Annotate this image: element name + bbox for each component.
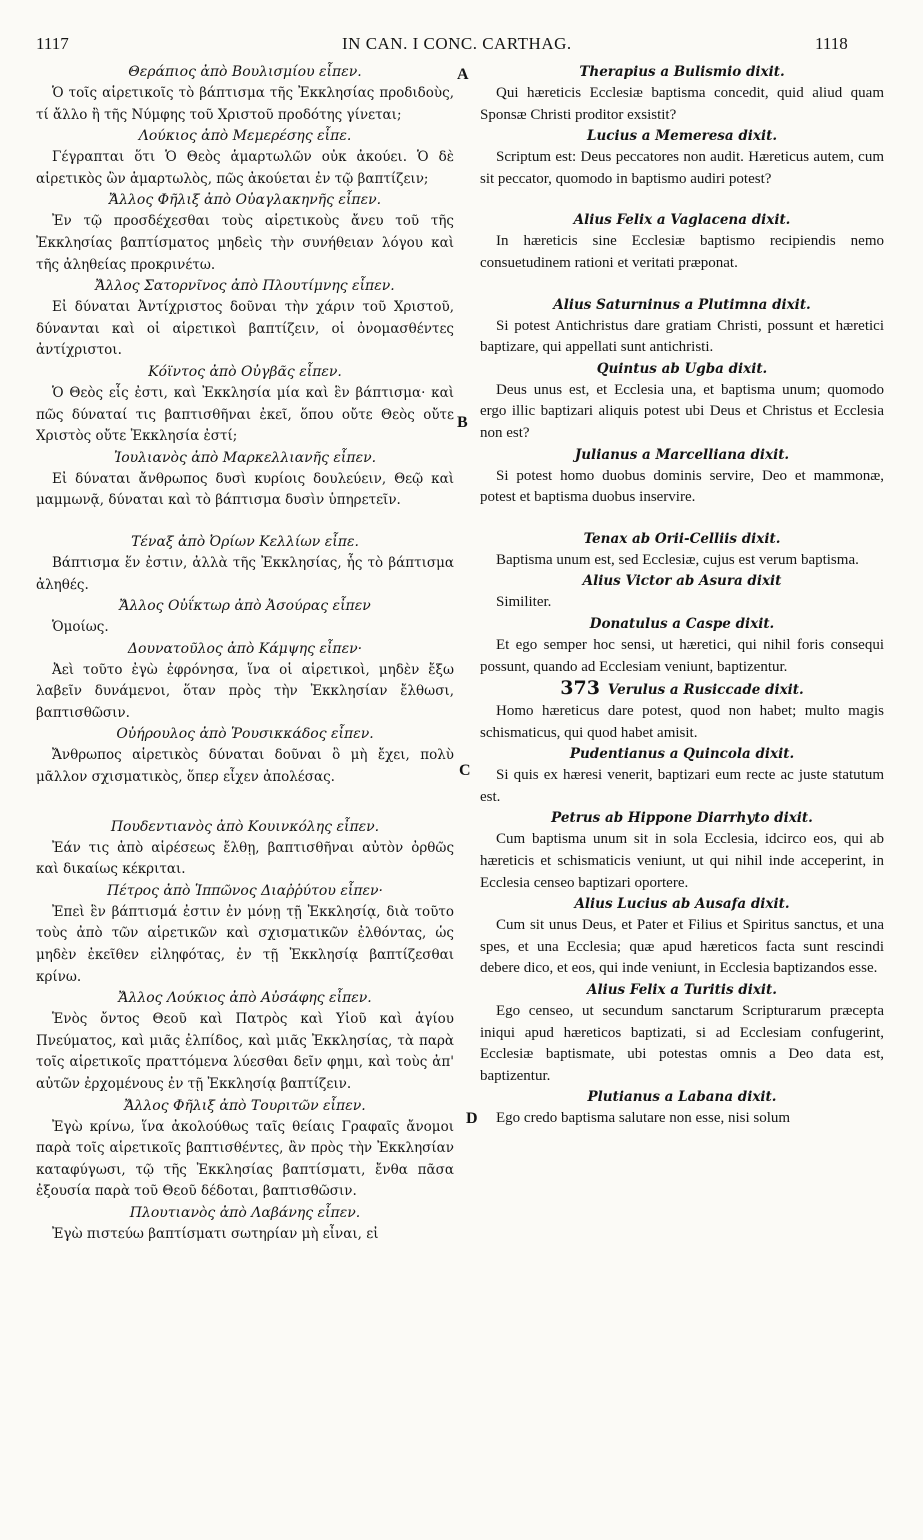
speaker-heading — [480, 614, 884, 635]
speaker-heading-text: Alius Lucius ab Ausafa dixit. — [574, 896, 790, 913]
speaker-heading — [36, 1203, 454, 1224]
section-gap — [36, 789, 454, 817]
running-header — [0, 34, 923, 60]
statement-paragraph: Similiter. — [496, 594, 552, 611]
statement-paragraph: Ego credo baptisma salutare non esse, nisi solum — [496, 1110, 791, 1127]
speaker-heading — [480, 359, 884, 380]
speaker-heading — [36, 62, 454, 83]
speaker-heading-text: Ἄλλος Σατορνῖνος ἀπὸ Πλουτίμνης εἶπεν. — [95, 278, 395, 295]
statement-paragraph: Ἐπεὶ ἓν βάπτισμά ἐστιν ἐν μόνῃ τῇ Ἐκκλησίᾳ, διὰ τοῦτο τοὺς ἀπὸ τῶν αἱρετικῶν καὶ σχισματικῶν ἐλθόντας, ὡς μηδὲν ἐκεῖθεν εἰληφότας, ἐν τῇ Ἐκκλησίᾳ βαπτίζεσθαι κρίνω. — [36, 903, 454, 985]
statement-paragraph: Ἑνὸς ὄντος Θεοῦ καὶ Πατρὸς καὶ Υἱοῦ καὶ ἁγίου Πνεύματος, καὶ μιᾶς ἐλπίδος, καὶ μιᾶς Ἐκκλησίας, τὰ παρὰ τοῖς αἱρετικοῖς πραττόμενα λύεσθαι δεῖν φημι, καὶ τοὺς ἀπ' αὐτῶν ἐρχομένους ἐν τῇ Ἐκκλησίᾳ βαπτίζειν. — [36, 1011, 454, 1092]
speaker-heading-text: Alius Felix a Vaglacena dixit. — [573, 212, 791, 229]
speaker-heading — [36, 448, 454, 469]
speaker-heading — [36, 724, 454, 745]
speaker-heading — [480, 529, 884, 550]
latin-column — [480, 62, 884, 1130]
speaker-heading-text: Ἄλλος Φῆλιξ ἀπὸ Οὐαγλακηνῆς εἶπεν. — [108, 192, 382, 209]
speaker-heading — [480, 980, 884, 1001]
statement-paragraph: Ὁ τοῖς αἱρετικοῖς τὸ βάπτισμα τῆς Ἐκκλησίας προδιδοὺς, τί ἄλλο ἢ τῆς Νύμφης τοῦ Χριστοῦ προδότης γίνεται; — [36, 85, 454, 123]
statement-paragraph: Βάπτισμα ἕν ἐστιν, ἀλλὰ τῆς Ἐκκλησίας, ἧς τὸ βάπτισμα ἀληθές. — [36, 554, 454, 593]
statement-paragraph: Si quis ex hæresi venerit, baptizari eum recte ac juste statutum est. — [480, 767, 884, 805]
speaker-heading-text: Δουνατοῦλος ἀπὸ Κάμψης εἶπεν· — [127, 640, 363, 657]
speaker-heading — [480, 571, 884, 592]
statement-paragraph: Ἐγὼ πιστεύω βαπτίσματι σωτηρίαν μὴ εἶναι, εἰ — [52, 1225, 379, 1242]
margin-letter-d: D — [466, 1110, 478, 1127]
statement-paragraph: Ἄνθρωπος αἱρετικὸς δύναται δοῦναι ὃ μὴ ἔχει, πολὺ μᾶλλον σχισματικὸς, ὅπερ εἶχεν ἀπολέσας. — [36, 747, 454, 786]
speaker-heading — [480, 678, 884, 701]
speaker-heading-text: Quintus ab Ugba dixit. — [596, 360, 768, 377]
statement-paragraph: Ἐγὼ κρίνω, ἵνα ἀκολούθως ταῖς θείαις Γραφαῖς ἄνομοι παρὰ τοῖς αἱρετικοῖς βαπτισθέντες, ἂν πρὸς τὴν Ἐκκλησίαν καταφύγωσι, τῷ τῆς Ἐκκλησίας βαπτίσματι, ἔνθα πᾶσα ἐξουσία παρὰ τοῦ Θεοῦ δέδοται, βαπτισθῶσιν. — [36, 1118, 454, 1200]
speaker-heading — [36, 276, 454, 297]
speaker-heading-text: Julianus a Marcelliana dixit. — [574, 446, 790, 463]
speaker-heading — [480, 744, 884, 765]
speaker-heading — [36, 988, 454, 1009]
speaker-heading-text: Ἰουλιανὸς ἀπὸ Μαρκελλιανῆς εἶπεν. — [113, 449, 377, 466]
speaker-heading — [480, 295, 884, 316]
statement-paragraph: Homo hæreticus dare potest, quod non habet; multo magis schismaticus, qui quod habet amisit. — [480, 703, 884, 741]
running-title: IN CAN. I CONC. CARTHAG. — [342, 34, 572, 53]
speaker-heading-text: Alius Victor ab Asura dixit — [582, 573, 782, 590]
speaker-heading-text: Plutianus a Labana dixit. — [587, 1089, 777, 1106]
speaker-heading-text: Κόϊντος ἀπὸ Οὐγβᾶς εἶπεν. — [148, 363, 342, 380]
section-gap — [480, 275, 884, 295]
speaker-heading-text: Πέτρος ἀπὸ Ἱππῶνος Διαῤῥύτου εἶπεν· — [106, 882, 383, 899]
statement-paragraph: Si potest Antichristus dare gratiam Christi, possunt et hæretici baptizare, qui appellati sunt antichristi. — [480, 317, 884, 356]
speaker-heading-text: Ἄλλος Φῆλιξ ἀπὸ Τουριτῶν εἶπεν. — [124, 1097, 366, 1114]
section-gap — [480, 190, 884, 210]
speaker-heading — [36, 817, 454, 838]
statement-paragraph: Cum baptisma unum sit in sola Ecclesia, idcirco eos, qui ab hæreticis et schismaticis veniunt, ut qui nihil inde acceperint, in Ecclesia censeo baptizari oportere. — [480, 831, 884, 891]
speaker-heading — [36, 362, 454, 383]
statement-paragraph: Ἐν τῷ προσδέχεσθαι τοὺς αἱρετικοὺς ἄνευ τοῦ τῆς Ἐκκλησίας βαπτίσματος μηδεὶς τὴν συνήθειαν λόγου καὶ τῆς ἀληθείας προκρινέτω. — [36, 213, 454, 273]
statement-paragraph: Deus unus est, et Ecclesia una, et baptisma unum; quomodo ergo illic baptizari aliquis potest ubi Deus et Christus et Ecclesia non est? — [480, 381, 884, 441]
page-number-left: 1117 — [36, 34, 69, 53]
speaker-heading — [36, 881, 454, 902]
speaker-heading-text: Lucius a Memeresa dixit. — [586, 128, 778, 145]
statement-paragraph: Et ego semper hoc sensi, ut hæretici, qui nihil foris consequi possunt, quando ad Ecclesiam veniunt, baptizentur. — [480, 636, 884, 675]
margin-page-number: 373 — [560, 677, 600, 700]
statement-paragraph: Si potest homo duobus dominis servire, Deo et mammonæ, potest et baptisma duobus inservire. — [480, 467, 884, 506]
speaker-heading-text: Petrus ab Hippone Diarrhyto dixit. — [551, 810, 813, 827]
statement-paragraph: In hæreticis sine Ecclesiæ baptismo recipiendis nemo consuetudinem rationi et veritati præponat. — [480, 233, 884, 271]
speaker-heading — [36, 126, 454, 147]
speaker-heading-text: Λούκιος ἀπὸ Μεμερέσης εἶπε. — [138, 128, 352, 145]
speaker-heading-text: Alius Felix a Turitis dixit. — [587, 982, 777, 999]
statement-paragraph: Baptisma unum est, sed Ecclesiæ, cujus est verum baptisma. — [496, 551, 859, 568]
speaker-heading-text: Θεράπιος ἀπὸ Βουλισμίου εἶπεν. — [128, 64, 362, 80]
margin-letter-a: A — [457, 66, 469, 83]
margin-letter-b: B — [457, 414, 468, 431]
speaker-heading — [36, 190, 454, 211]
statement-paragraph: Ἐάν τις ἀπὸ αἱρέσεως ἔλθῃ, βαπτισθῆναι αὐτὸν ὀρθῶς καὶ δικαίως κέκριται. — [36, 839, 454, 878]
statement-paragraph: Cum sit unus Deus, et Pater et Filius et Spiritus sanctus, et una spes, et una Ecclesia; quæ apud hæreticos facta sunt rescindi debere dico, et eos, qui inde veniunt, in Ecclesia baptizandos esse. — [480, 917, 884, 977]
speaker-heading — [480, 1087, 884, 1108]
statement-paragraph: Ego censeo, ut secundum sanctarum Scripturarum præcepta iniqui apud hæreticos baptizati, si ad Ecclesiam confugerint, Ecclesiæ baptismate, ubi potestas omnis a Deo data est, baptizentur. — [480, 1003, 884, 1084]
speaker-heading-text: Ἄλλος Οὐΐκτωρ ἀπὸ Ἀσούρας εἶπεν — [119, 598, 371, 615]
speaker-heading — [36, 596, 454, 617]
speaker-heading — [480, 445, 884, 466]
speaker-heading-text: Alius Saturninus a Plutimna dixit. — [553, 296, 811, 313]
speaker-heading-text: Πουδεντιανὸς ἀπὸ Κουινκόλης εἶπεν. — [110, 818, 380, 835]
greek-column — [36, 62, 454, 1246]
speaker-heading-text: Πλουτιανὸς ἀπὸ Λαβάνης εἶπεν. — [129, 1204, 361, 1221]
speaker-heading-text: Therapius a Bulismio dixit. — [579, 64, 785, 80]
speaker-heading — [36, 532, 454, 553]
statement-paragraph: Scriptum est: Deus peccatores non audit. Hæreticus autem, cum sit peccator, quomodo in baptismo audiri potest? — [480, 149, 884, 187]
speaker-heading-text: Τέναξ ἀπὸ Ὀρίων Κελλίων εἶπε. — [131, 533, 359, 550]
margin-letter-c: C — [459, 762, 471, 779]
speaker-heading — [480, 808, 884, 829]
speaker-heading-text: Donatulus a Caspe dixit. — [589, 615, 775, 632]
speaker-heading-text: Tenax ab Orii-Celliis dixit. — [583, 530, 781, 547]
speaker-heading-text: Ἄλλος Λούκιος ἀπὸ Αὐσάφης εἶπεν. — [118, 990, 372, 1007]
speaker-heading — [36, 1096, 454, 1117]
statement-paragraph: Γέγραπται ὅτι Ὁ Θεὸς ἁμαρτωλῶν οὐκ ἀκούει. Ὁ δὲ αἱρετικὸς ὢν ἁμαρτωλὸς, πῶς ἀκούεται ἐν τῷ βαπτίζειν; — [36, 149, 454, 187]
speaker-heading-text: Οὐήρουλος ἀπὸ Ῥουσικκάδος εἶπεν. — [116, 726, 374, 743]
page-number-right: 1118 — [815, 34, 848, 53]
speaker-heading — [480, 62, 884, 83]
statement-paragraph: Εἰ δύναται ἄνθρωπος δυσὶ κυρίοις δουλεύειν, Θεῷ καὶ μαμμωνᾷ, δύναται καὶ τὸ βάπτισμα δυσὶν ὑπηρετεῖν. — [36, 470, 454, 509]
speaker-heading — [480, 126, 884, 147]
speaker-heading — [480, 210, 884, 231]
section-gap — [36, 512, 454, 532]
speaker-heading — [480, 894, 884, 915]
section-gap — [480, 509, 884, 529]
speaker-heading-text: Pudentianus a Quincola dixit. — [569, 746, 795, 763]
statement-paragraph: Ὁμοίως. — [52, 619, 109, 636]
statement-paragraph: Qui hæreticis Ecclesiæ baptisma concedit, quid aliud quam Sponsæ Christi proditor exsistit? — [480, 85, 884, 123]
statement-paragraph: Ὁ Θεὸς εἷς ἐστι, καὶ Ἐκκλησία μία καὶ ἓν βάπτισμα· καὶ πῶς δύναταί τις βαπτισθῆναι ἐκεῖ, ὅπου οὔτε Θεὸς οὔτε Χριστὸς οὔτε Ἐκκλησία ἐστί; — [36, 384, 454, 445]
statement-paragraph: Ἀεὶ τοῦτο ἐγὼ ἐφρόνησα, ἵνα οἱ αἱρετικοὶ, μηδὲν ἔξω λαβεῖν δυνάμενοι, ὅταν πρὸς τὴν Ἐκκλησίαν ἔλθωσι, βαπτισθῶσιν. — [36, 661, 454, 721]
statement-paragraph: Εἰ δύναται Ἀντίχριστος δοῦναι τὴν χάριν τοῦ Χριστοῦ, δύνανται καὶ οἱ αἱρετικοὶ βαπτίζειν, οἱ ὀνομασθέντες ἀντίχριστοι. — [36, 299, 454, 359]
speaker-heading — [36, 639, 454, 660]
speaker-heading-text: Verulus a Rusiccade dixit. — [607, 682, 804, 699]
